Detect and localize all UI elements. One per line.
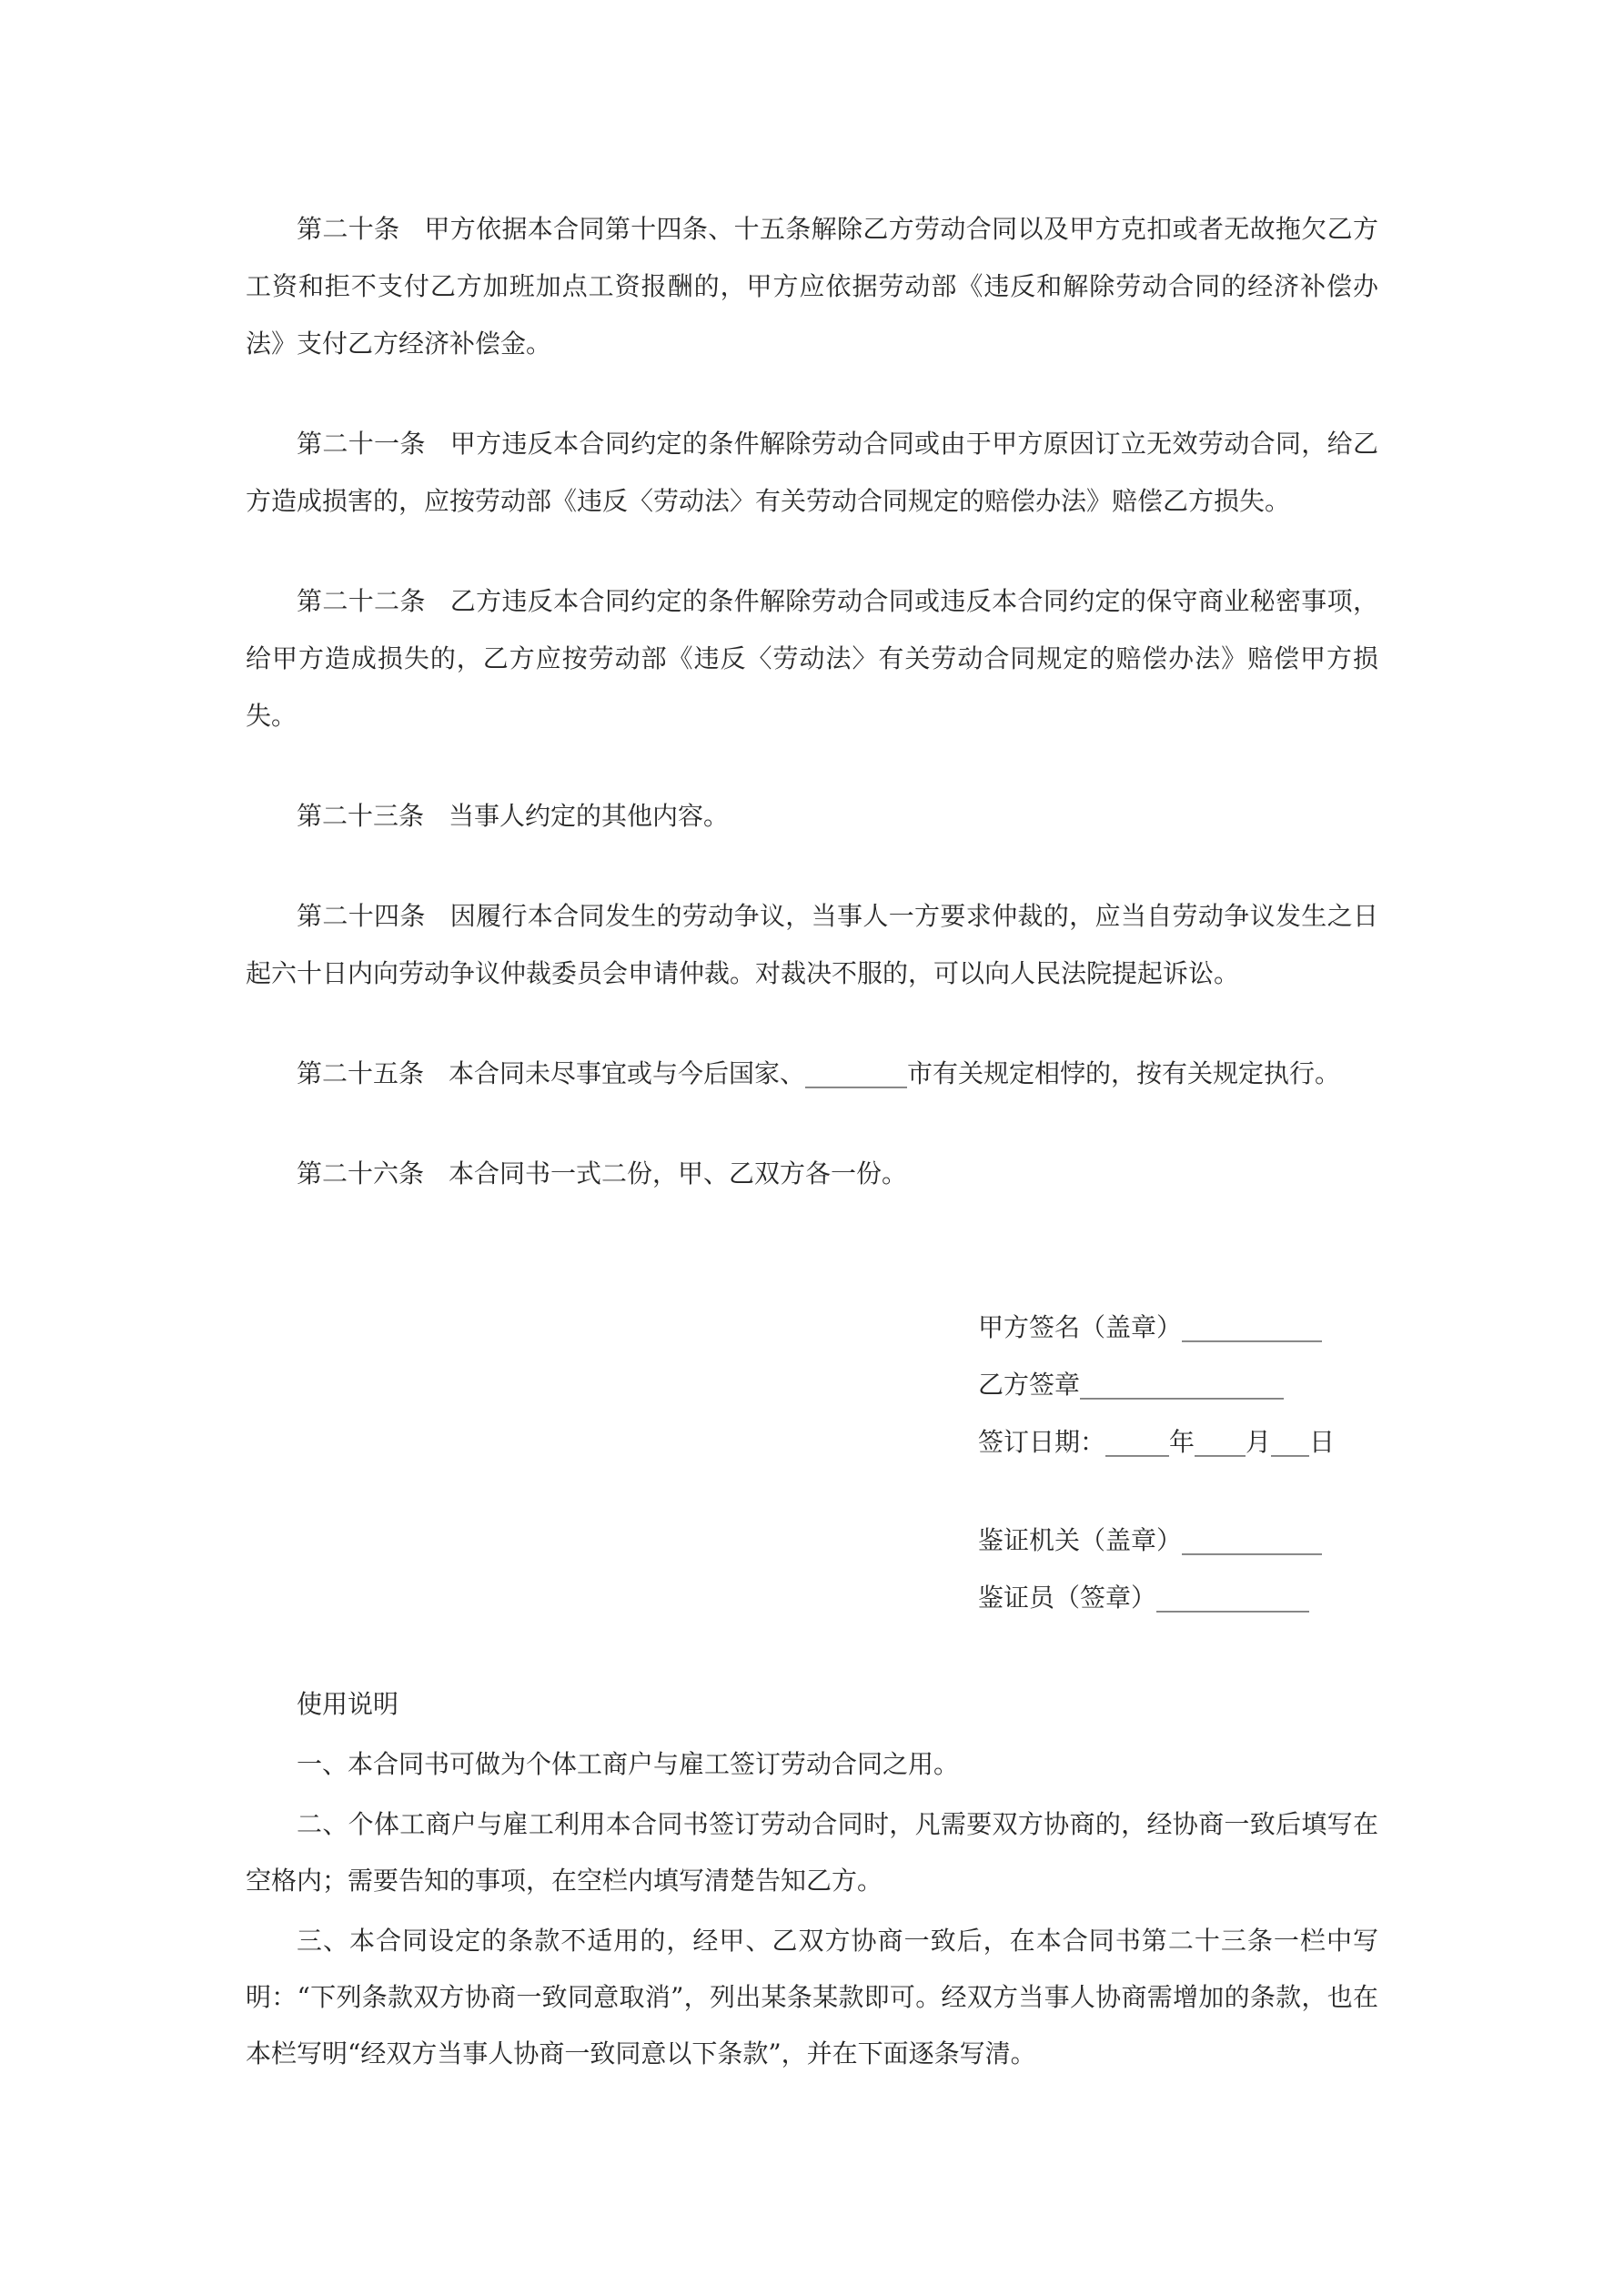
article-20-number: 第二十条 bbox=[297, 214, 400, 244]
article-24-number: 第二十四条 bbox=[297, 901, 426, 931]
article-25 bbox=[246, 1045, 1378, 1102]
signing-date-month-unit: 月 bbox=[1246, 1427, 1272, 1457]
signing-date-day-unit: 日 bbox=[1309, 1427, 1336, 1457]
article-22 bbox=[246, 572, 1378, 744]
article-24-text: 因履行本合同发生的劳动争议，当事人一方要求仲裁的，应当自劳动争议发生之日起六十日内向劳动争议仲裁委员会申请仲裁。对裁决不服的，可以向人民法院提起诉讼。 bbox=[246, 901, 1378, 988]
attesting-officer-blank: ____________ bbox=[1156, 1583, 1310, 1613]
article-20-text: 甲方依据本合同第十四条、十五条解除乙方劳动合同以及甲方克扣或者无故拖欠乙方工资和拒不支付乙方加班加点工资报酬的，甲方应依据劳动部《违反和解除劳动合同的经济补偿办法》支付乙方经济补偿金。 bbox=[246, 214, 1378, 359]
article-21-number: 第二十一条 bbox=[297, 429, 426, 459]
attesting-authority-row bbox=[978, 1512, 1378, 1569]
article-21 bbox=[246, 415, 1378, 530]
signing-date-label: 签订日期： bbox=[978, 1427, 1106, 1457]
signing-date-year-blank: _____ bbox=[1105, 1427, 1170, 1457]
usage-notes bbox=[246, 1676, 1378, 2082]
party-a-signature-blank: ___________ bbox=[1182, 1312, 1323, 1342]
attesting-officer-label: 鉴证员（签章） bbox=[978, 1583, 1157, 1613]
signing-date-day-blank: ___ bbox=[1271, 1427, 1310, 1457]
page-content bbox=[246, 200, 1378, 2086]
signature-block bbox=[978, 1299, 1378, 1471]
signing-date-month-blank: ____ bbox=[1195, 1427, 1246, 1457]
signing-date-year-unit: 年 bbox=[1169, 1427, 1195, 1457]
party-a-signature-row bbox=[978, 1299, 1378, 1356]
article-26-text: 本合同书一式二份，甲、乙双方各一份。 bbox=[449, 1158, 908, 1188]
party-a-signature-label: 甲方签名（盖章） bbox=[978, 1312, 1183, 1342]
party-b-signature-label: 乙方签章 bbox=[978, 1370, 1081, 1400]
article-25-number: 第二十五条 bbox=[297, 1058, 425, 1088]
attesting-authority-label: 鉴证机关（盖章） bbox=[978, 1525, 1183, 1555]
article-25-text: 本合同未尽事宜或与今后国家、________市有关规定相悖的，按有关规定执行。 bbox=[449, 1058, 1341, 1088]
contract-articles bbox=[246, 200, 1378, 1202]
article-24 bbox=[246, 887, 1378, 1002]
signing-date-row bbox=[978, 1413, 1378, 1471]
article-26-number: 第二十六条 bbox=[297, 1158, 425, 1188]
party-b-signature-row bbox=[978, 1356, 1378, 1413]
usage-notes-title: 使用说明 bbox=[297, 1689, 399, 1719]
usage-note-1: 一、本合同书可做为个体工商户与雇工签订劳动合同之用。 bbox=[297, 1749, 960, 1779]
article-23-number: 第二十三条 bbox=[297, 801, 425, 831]
attesting-authority-blank: ___________ bbox=[1182, 1525, 1323, 1555]
party-b-signature-blank: ________________ bbox=[1080, 1370, 1285, 1400]
article-23 bbox=[246, 787, 1378, 845]
article-20 bbox=[246, 200, 1378, 372]
article-21-text: 甲方违反本合同约定的条件解除劳动合同或由于甲方原因订立无效劳动合同，给乙方造成损害的，应按劳动部《违反〈劳动法〉有关劳动合同规定的赔偿办法》赔偿乙方损失。 bbox=[246, 429, 1378, 516]
usage-note-2: 二、个体工商户与雇工利用本合同书签订劳动合同时，凡需要双方协商的，经协商一致后填写在空格内；需要告知的事项，在空栏内填写清楚告知乙方。 bbox=[246, 1809, 1378, 1896]
article-22-number: 第二十二条 bbox=[297, 586, 426, 616]
article-22-text: 乙方违反本合同约定的条件解除劳动合同或违反本合同约定的保守商业秘密事项，给甲方造成损失的，乙方应按劳动部《违反〈劳动法〉有关劳动合同规定的赔偿办法》赔偿甲方损失。 bbox=[246, 586, 1378, 731]
attestation-block bbox=[978, 1512, 1378, 1626]
article-23-text: 当事人约定的其他内容。 bbox=[449, 801, 730, 831]
article-26 bbox=[246, 1145, 1378, 1202]
attesting-officer-row bbox=[978, 1569, 1378, 1626]
usage-note-3: 三、本合同设定的条款不适用的，经甲、乙双方协商一致后，在本合同书第二十三条一栏中写明：“下列条款双方协商一致同意取消”，列出某条某款即可。经双方当事人协商需增加的条款，也在本栏写明“经双方当事人协商一致同意以下条款”，并在下面逐条写清。 bbox=[246, 1926, 1378, 2068]
